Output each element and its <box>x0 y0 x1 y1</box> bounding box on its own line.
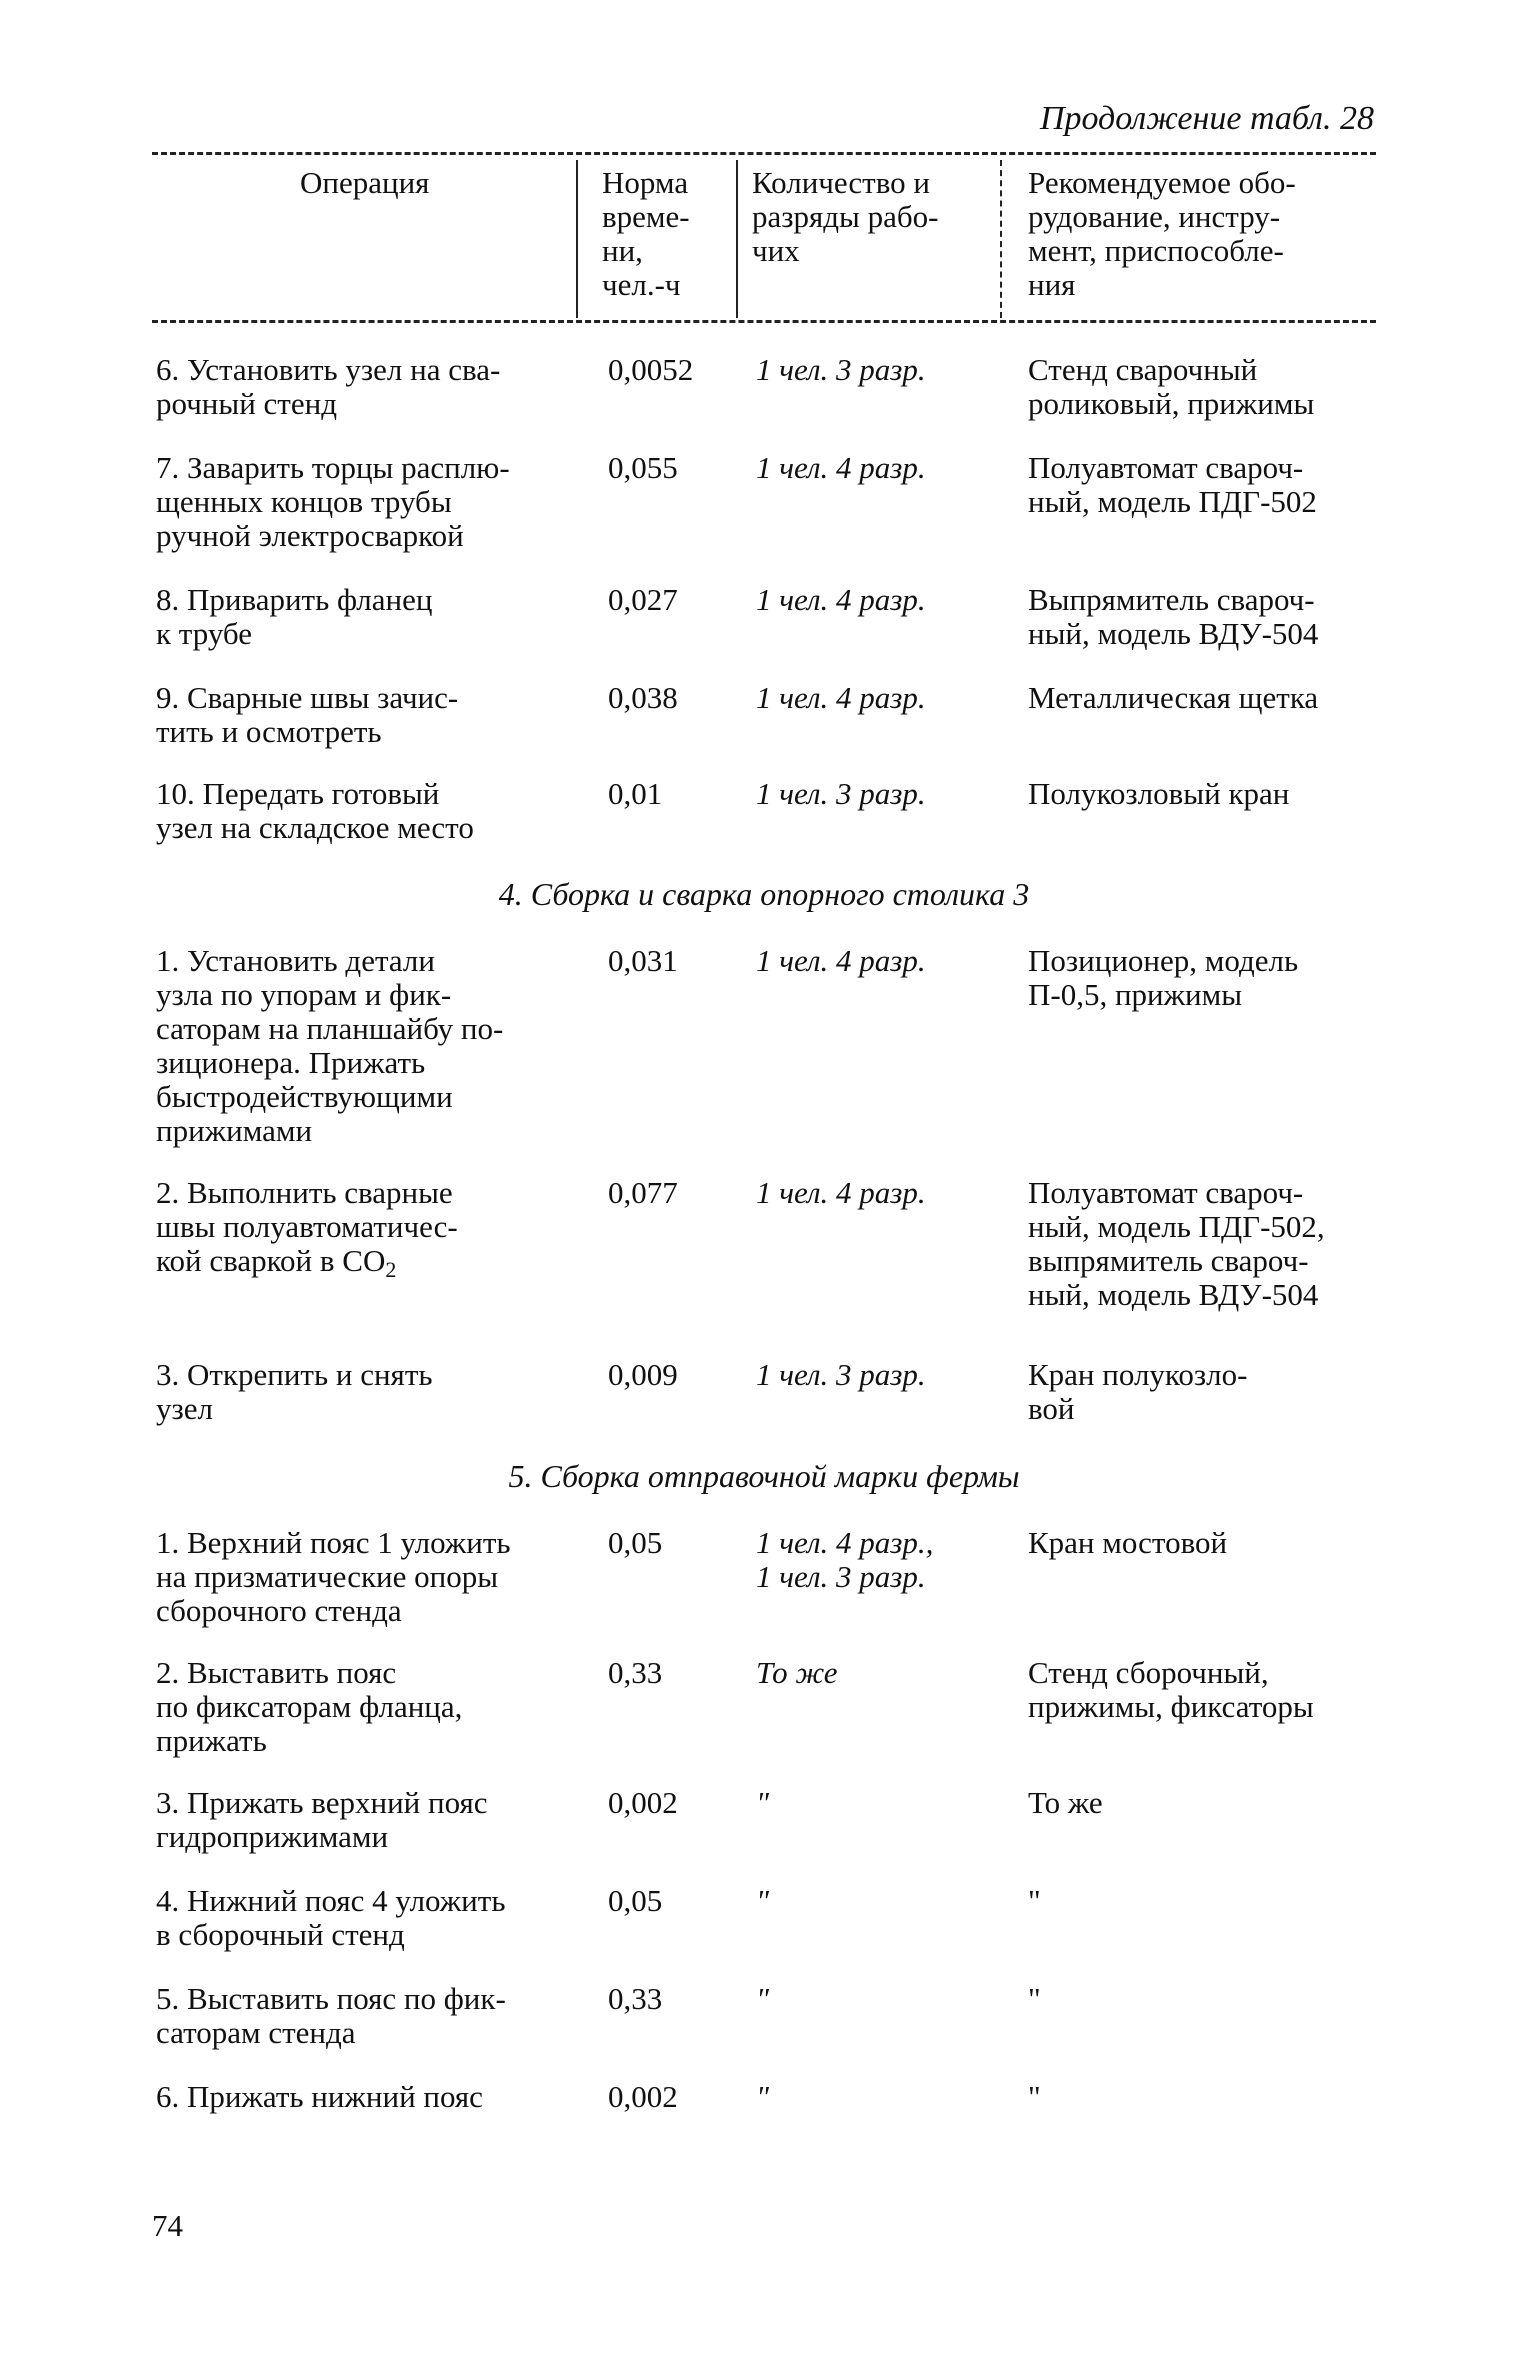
header-bottom-rule <box>152 320 1376 323</box>
equipment-cell: Выпрямитель свароч- ный, модель ВДУ-504 <box>1028 582 1319 651</box>
qty-cell: 1 чел. 4 разр. <box>756 680 926 715</box>
header-operation: Операция <box>300 165 430 200</box>
qty-cell: 1 чел. 3 разр. <box>756 1357 926 1392</box>
operation-cell: 4. Нижний пояс 4 уложить в сборочный стенд <box>156 1883 506 1952</box>
norm-cell: 0,031 <box>608 943 678 978</box>
operation-cell: 7. Заварить торцы расплю- щенных концов трубы ручной электросваркой <box>156 450 510 553</box>
operation-cell: 5. Выставить пояс по фик- саторам стенда <box>156 1981 506 2050</box>
qty-cell: 1 чел. 4 разр. <box>756 943 926 978</box>
qty-cell: 1 чел. 3 разр. <box>756 352 926 387</box>
qty-cell: 1 чел. 4 разр. <box>756 582 926 617</box>
norm-cell: 0,01 <box>608 776 663 811</box>
norm-cell: 0,33 <box>608 1655 663 1690</box>
operation-cell: 2. Выставить пояс по фиксаторам фланца, прижать <box>156 1655 463 1758</box>
operation-cell: 1. Верхний пояс 1 уложить на призматические опоры сборочного стенда <box>156 1525 511 1628</box>
equipment-cell: Стенд сборочный, прижимы, фиксаторы <box>1028 1655 1314 1724</box>
operation-text: 2. Выполнить сварные швы полуавтоматичес- кой сваркой в CO <box>156 1175 458 1278</box>
equipment-cell: Кран полукозло- вой <box>1028 1357 1248 1426</box>
operation-cell: 9. Сварные швы зачис- тить и осмотреть <box>156 680 459 749</box>
norm-cell: 0,002 <box>608 2079 678 2114</box>
norm-cell: 0,038 <box>608 680 678 715</box>
equipment-cell: Полукозловый кран <box>1028 776 1290 811</box>
equipment-cell: " <box>1028 1883 1041 1918</box>
page-number: 74 <box>152 2208 183 2243</box>
qty-cell: 1 чел. 4 разр. <box>756 450 926 485</box>
equipment-cell: Полуавтомат свароч- ный, модель ПДГ-502, выпрямитель свароч- ный, модель ВДУ-504 <box>1028 1175 1325 1312</box>
equipment-cell: Стенд сварочный роликовый, прижимы <box>1028 352 1315 421</box>
column-divider <box>576 160 578 318</box>
operation-cell <box>156 1176 586 1287</box>
subscript-two: 2 <box>385 1257 397 1282</box>
qty-cell: 1 чел. 4 разр., 1 чел. 3 разр. <box>756 1525 934 1594</box>
equipment-cell: Металлическая щетка <box>1028 680 1319 715</box>
table-continuation-caption: Продолжение табл. 28 <box>1039 100 1374 137</box>
header-equipment: Рекомендуемое обо- рудование, инстру- мент, приспособле- ния <box>1028 165 1296 302</box>
qty-cell: 1 чел. 4 разр. <box>756 1175 926 1210</box>
header-qty: Количество и разряды рабо- чих <box>752 165 939 268</box>
norm-cell: 0,055 <box>608 450 678 485</box>
operation-cell: 1. Установить детали узла по упорам и фик- саторам на планшайбу по- зиционера. Прижать быстродействующими прижимами <box>156 943 504 1148</box>
operation-cell: 10. Передать готовый узел на складское место <box>156 776 474 845</box>
equipment-cell: То же <box>1028 1785 1103 1820</box>
qty-cell: " <box>756 2079 770 2114</box>
operation-cell: 3. Прижать верхний пояс гидроприжимами <box>156 1785 488 1854</box>
norm-cell: 0,0052 <box>608 352 694 387</box>
operation-cell: 8. Приварить фланец к трубе <box>156 582 433 651</box>
column-divider <box>1000 160 1002 318</box>
equipment-cell: Полуавтомат свароч- ный, модель ПДГ-502 <box>1028 450 1317 519</box>
section-heading-4: 4. Сборка и сварка опорного столика 3 <box>498 876 1030 912</box>
equipment-cell: Кран мостовой <box>1028 1525 1228 1560</box>
qty-cell: " <box>756 1981 770 2016</box>
qty-cell: То же <box>756 1655 838 1690</box>
column-divider <box>736 160 738 318</box>
norm-cell: 0,33 <box>608 1981 663 2016</box>
operation-cell: 6. Прижать нижний пояс <box>156 2079 483 2114</box>
norm-cell: 0,002 <box>608 1785 678 1820</box>
qty-cell: 1 чел. 3 разр. <box>756 776 926 811</box>
qty-cell: " <box>756 1883 770 1918</box>
equipment-cell: " <box>1028 1981 1041 2016</box>
equipment-cell: " <box>1028 2079 1041 2114</box>
operation-cell: 3. Открепить и снять узел <box>156 1357 433 1426</box>
norm-cell: 0,027 <box>608 582 678 617</box>
norm-cell: 0,05 <box>608 1883 663 1918</box>
header-top-rule <box>152 152 1376 155</box>
norm-cell: 0,077 <box>608 1175 678 1210</box>
norm-cell: 0,009 <box>608 1357 678 1392</box>
section-heading-5: 5. Сборка отправочной марки фермы <box>508 1458 1020 1494</box>
qty-cell: " <box>756 1785 770 1820</box>
operation-cell: 6. Установить узел на сва- рочный стенд <box>156 352 501 421</box>
header-norm: Норма време- ни, чел.-ч <box>602 165 690 302</box>
norm-cell: 0,05 <box>608 1525 663 1560</box>
equipment-cell: Позиционер, модель П-0,5, прижимы <box>1028 943 1299 1012</box>
